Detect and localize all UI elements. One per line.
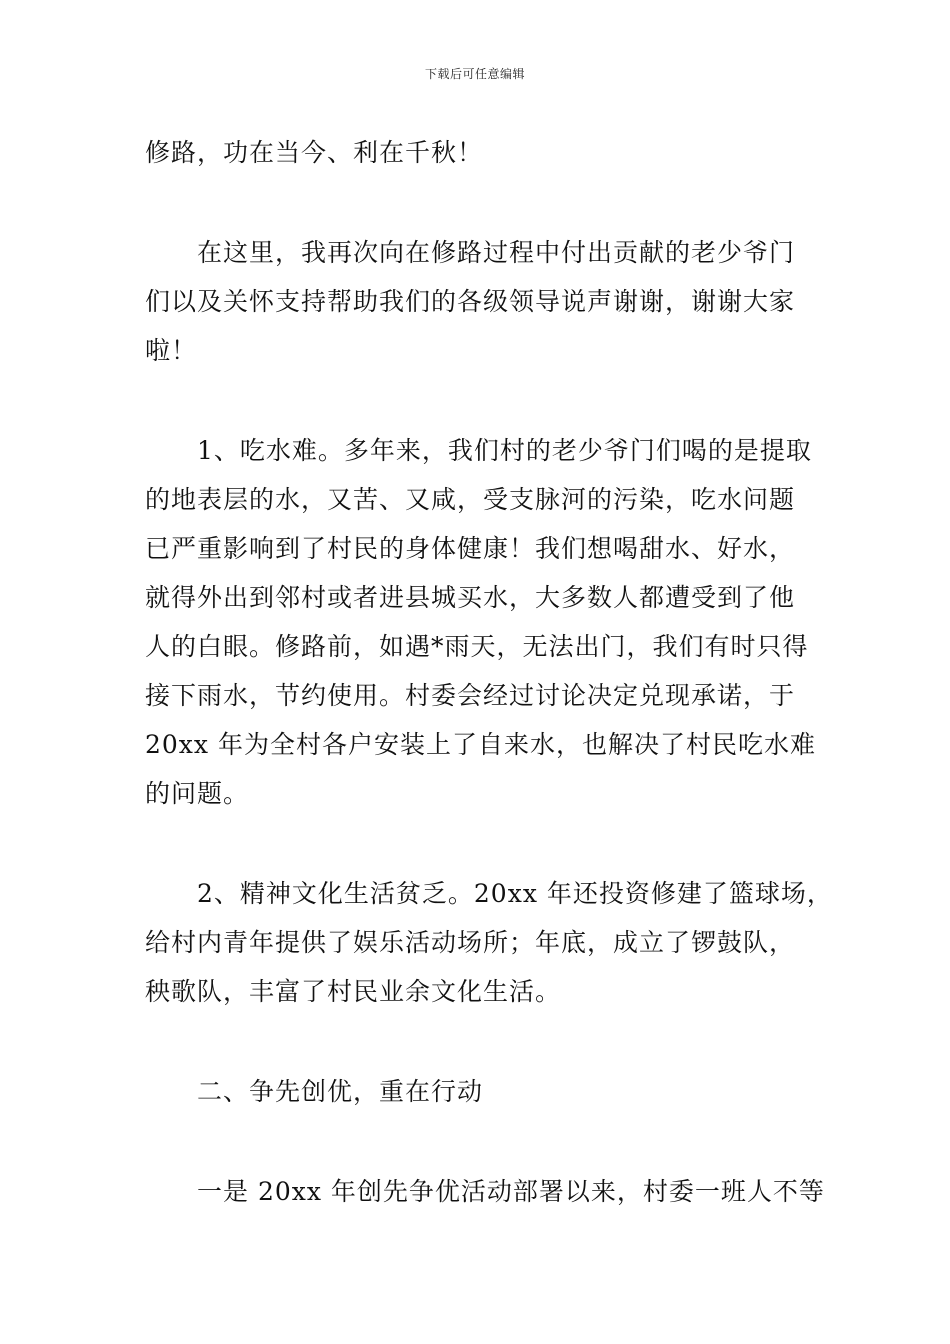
- paragraph-gap: [145, 177, 825, 228]
- text-line: 修路，功在当今、利在千秋！: [145, 138, 484, 167]
- document-body: [145, 128, 833, 1216]
- text-line: 啦！: [145, 336, 198, 365]
- paragraph-thanks: [145, 228, 825, 375]
- text-line: 2、精神文化生活贫乏。20xx 年还投资修建了篮球场，: [197, 879, 833, 908]
- text-line: 就得外出到邻村或者进县城买水，大多数人都遭受到了他: [145, 583, 796, 612]
- text-line: 1、吃水难。多年来，我们村的老少爷门们喝的是提取: [197, 436, 812, 465]
- paragraph-first-point: [145, 1167, 825, 1216]
- paragraph-gap: [145, 1016, 825, 1067]
- paragraph-cultural-life: [145, 869, 833, 1016]
- text-line: 给村内青年提供了娱乐活动场所；年底，成立了锣鼓队，: [145, 928, 796, 957]
- text-line: 已严重影响到了村民的身体健康！我们想喝甜水、好水，: [145, 534, 796, 563]
- text-line: 的问题。: [145, 779, 250, 808]
- text-line: 二、争先创优，重在行动: [197, 1077, 484, 1106]
- page-header-note: 下载后可任意编辑: [424, 67, 525, 81]
- paragraph-gap: [145, 1116, 825, 1167]
- paragraph-water-problem: [145, 426, 825, 818]
- text-line: 接下雨水，节约使用。村委会经过讨论决定兑现承诺，于: [145, 681, 796, 710]
- text-line: 20xx 年为全村各户安装上了自来水，也解决了村民吃水难: [145, 730, 816, 759]
- paragraph-gap: [145, 818, 825, 869]
- text-line: 在这里，我再次向在修路过程中付出贡献的老少爷门: [197, 238, 796, 267]
- paragraph-closing-line: [145, 128, 825, 177]
- text-line: 秧歌队，丰富了村民业余文化生活。: [145, 977, 562, 1006]
- paragraph-gap: [145, 375, 825, 426]
- text-line: 的地表层的水，又苦、又咸，受支脉河的污染，吃水问题: [145, 485, 796, 514]
- section-heading: [145, 1067, 825, 1116]
- text-line: 人的白眼。修路前，如遇*雨天，无法出门，我们有时只得: [145, 632, 809, 661]
- text-line: 一是 20xx 年创先争优活动部署以来，村委一班人不等: [197, 1177, 825, 1206]
- text-line: 们以及关怀支持帮助我们的各级领导说声谢谢，谢谢大家: [145, 287, 796, 316]
